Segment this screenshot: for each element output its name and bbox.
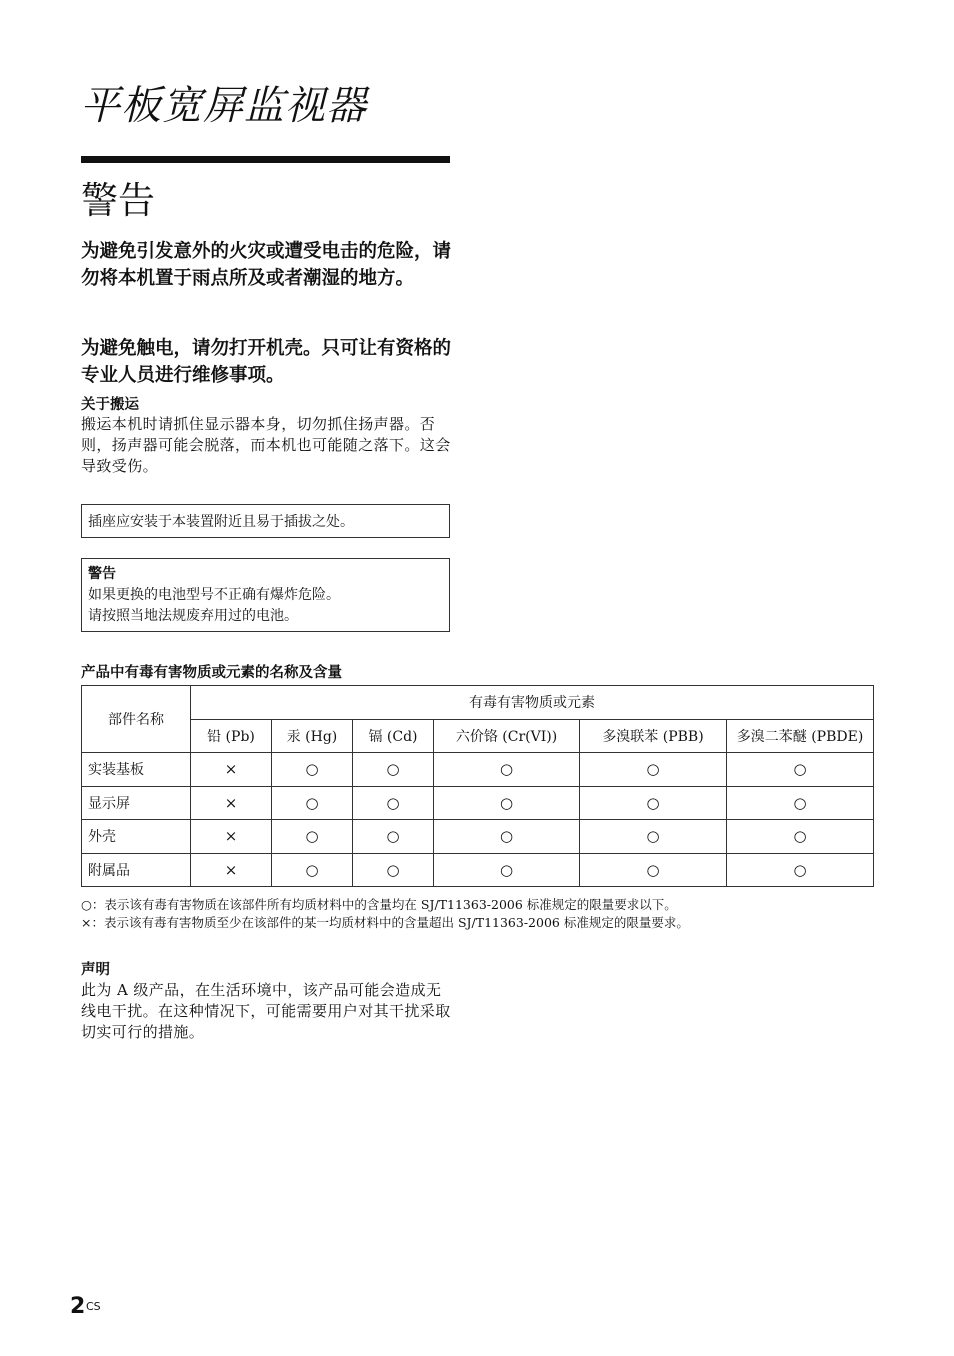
column-header-chromium: 六价铬 (Cr(VI)) [434,719,580,753]
mark-cell: ○ [580,786,727,820]
table-row [82,753,874,787]
substance-group-header: 有毒有害物质或元素 [191,686,874,720]
column-header-pbde: 多溴二苯醚 (PBDE) [727,719,874,753]
mark-cell: ○ [580,753,727,787]
page-number: 2 [70,1294,86,1319]
part-name-header: 部件名称 [82,686,191,753]
mark-cell: × [191,786,272,820]
table-header-row [82,686,874,720]
part-name-cell: 附属品 [82,853,191,887]
table-header-row [82,719,874,753]
moving-heading: 关于搬运 [81,397,139,413]
table-row [82,820,874,854]
mark-cell: × [191,820,272,854]
mark-cell: ○ [272,753,353,787]
statement-heading: 声明 [81,962,110,978]
open-casing-warning-paragraph: 为避免触电，请勿打开机壳。只可让有资格的专业人员进行维修事项。 [81,338,452,386]
battery-warning-line: 请按照当地法规废弃用过的电池。 [88,608,298,624]
mark-cell: ○ [727,786,874,820]
mark-cell: ○ [272,853,353,887]
column-header-pbb: 多溴联苯 (PBB) [580,719,727,753]
legend-line-circle: ○：表示该有毒有害物质在该部件所有均质材料中的含量均在 SJ/T11363-2006 标准规定的限量要求以下。 [81,897,677,912]
mark-cell: ○ [727,853,874,887]
page-title: 平板宽屏监视器 [80,83,367,129]
battery-warning-heading: 警告 [88,566,116,582]
socket-notice-box [81,504,450,538]
mark-cell: ○ [272,820,353,854]
substance-table [81,685,874,887]
mark-cell: ○ [727,753,874,787]
battery-warning-box [81,558,450,632]
socket-notice-text: 插座应安装于本装置附近且易于插拔之处。 [88,514,354,530]
part-name-cell: 显示屏 [82,786,191,820]
part-name-cell: 实装基板 [82,753,191,787]
battery-warning-line: 如果更换的电池型号不正确有爆炸危险。 [88,587,340,603]
mark-cell: × [191,853,272,887]
mark-cell: ○ [272,786,353,820]
part-name-cell: 外壳 [82,820,191,854]
mark-cell: × [191,753,272,787]
substance-table-heading: 产品中有毒有害物质或元素的名称及含量 [81,665,342,681]
fire-shock-warning-paragraph: 为避免引发意外的火灾或遭受电击的危险，请勿将本机置于雨点所及或者潮湿的地方。 [81,241,452,289]
mark-cell: ○ [434,853,580,887]
warning-heading: 警告 [81,179,155,222]
mark-cell: ○ [434,786,580,820]
mark-cell: ○ [727,820,874,854]
mark-cell: ○ [353,853,434,887]
title-rule [81,156,450,163]
column-header-lead: 铅 (Pb) [191,719,272,753]
table-row [82,853,874,887]
mark-cell: ○ [353,820,434,854]
mark-cell: ○ [434,820,580,854]
column-header-cadmium: 镉 (Cd) [353,719,434,753]
column-header-mercury: 汞 (Hg) [272,719,353,753]
mark-cell: ○ [353,753,434,787]
mark-cell: ○ [353,786,434,820]
page-number-suffix: CS [86,1300,101,1313]
mark-cell: ○ [580,853,727,887]
statement-text: 此为 A 级产品，在生活环境中，该产品可能会造成无线电干扰。在这种情况下，可能需要用户对其干扰采取切实可行的措施。 [81,981,451,1041]
table-legend [81,896,689,932]
mark-cell: ○ [580,820,727,854]
mark-cell: ○ [434,753,580,787]
moving-text: 搬运本机时请抓住显示器本身，切勿抓住扬声器。否则，扬声器可能会脱落，而本机也可能随之落下。这会导致受伤。 [81,415,451,475]
legend-line-cross: ×：表示该有毒有害物质至少在该部件的某一均质材料中的含量超出 SJ/T11363-2006 标准规定的限量要求。 [81,915,689,930]
table-row [82,786,874,820]
